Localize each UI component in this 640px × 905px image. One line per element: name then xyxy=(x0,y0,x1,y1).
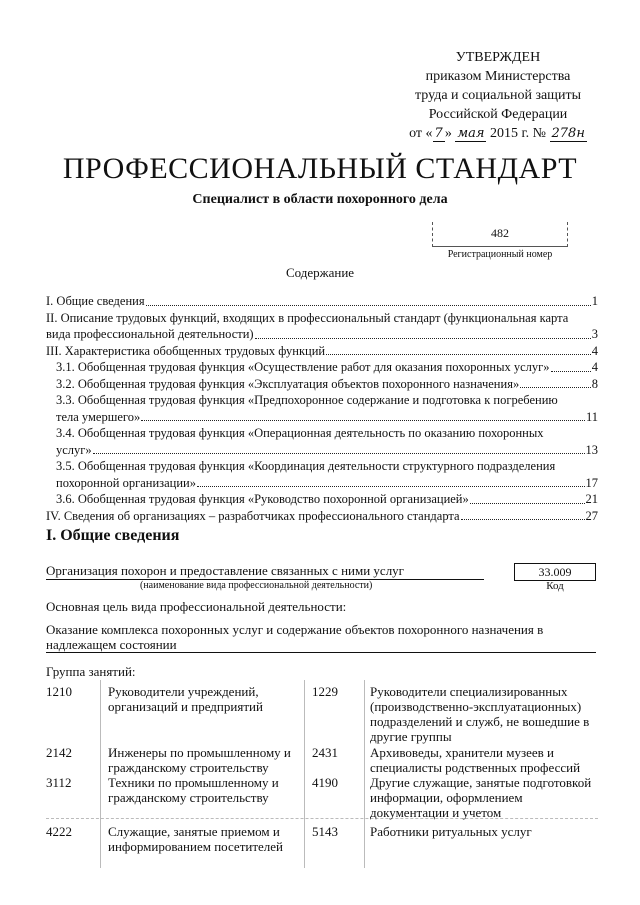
toc-item-text: IV. Сведения об организациях – разработчиках профессионального стандарта xyxy=(46,508,460,523)
date-day: 7 xyxy=(434,126,443,141)
toc-leader xyxy=(551,370,591,372)
toc-leader xyxy=(520,386,591,388)
toc-leader xyxy=(255,337,591,339)
occupation-name: Инженеры по промышленному и гражданскому строительству xyxy=(108,745,291,775)
toc-item-first-line: II. Описание трудовых функций, входящих в профессиональный стандарт (функциональная карта xyxy=(46,310,569,325)
toc-item-page: 4 xyxy=(591,343,598,358)
toc-item-page: 3 xyxy=(591,327,598,341)
toc-item-page: 27 xyxy=(585,508,598,523)
toc-item-text: похоронной организации» xyxy=(56,475,196,490)
occupation-code: 1210 xyxy=(46,684,72,699)
toc-item-text: III. Характеристика обобщенных трудовых функций xyxy=(46,343,326,358)
occupation-code: 2431 xyxy=(312,745,338,760)
toc-item-page: 8 xyxy=(591,376,598,391)
document-subtitle: Специалист в области похоронного дела xyxy=(192,192,448,207)
table-divider xyxy=(304,680,305,868)
toc-item-text: услуг» xyxy=(56,442,92,457)
occupation-name: Служащие, занятые приемом и информированием посетителей xyxy=(108,824,284,854)
toc-leader xyxy=(141,419,585,421)
toc-leader xyxy=(93,452,585,454)
toc-item-text: вида профессиональной деятельности) xyxy=(46,327,254,341)
toc-item-page: 21 xyxy=(585,492,598,506)
occupation-code: 4190 xyxy=(312,775,338,790)
goal-text: Оказание комплекса похоронных услуг и содержание объектов похоронного назначения в надлежащем состоянии xyxy=(46,622,596,653)
registration-number-label: Регистрационный номер xyxy=(447,249,553,260)
toc-item-page: 11 xyxy=(585,409,598,424)
approval-ministry: труда и социальной защиты xyxy=(415,88,581,103)
activity-name-note: (наименование вида профессиональной деятельности) xyxy=(140,580,373,591)
toc-item-text: 3.6. Обобщенная трудовая функция «Руководство похоронной организацией» xyxy=(56,492,469,506)
toc-item-page: 17 xyxy=(585,475,598,490)
toc-item-first-line: 3.5. Обобщенная трудовая функция «Координация деятельности структурного подразделения xyxy=(56,459,556,473)
toc-item[interactable] xyxy=(46,491,598,508)
toc-item-first-line: 3.3. Обобщенная трудовая функция «Предпохоронное содержание и подготовка к погребению xyxy=(56,393,558,407)
toc-item-first-line: 3.4. Обобщенная трудовая функция «Операционная деятельность по оказанию похоронных xyxy=(56,426,544,440)
section-heading: I. Общие сведения xyxy=(46,527,180,544)
date-prefix: от « xyxy=(409,126,433,141)
toc-leader xyxy=(146,304,591,306)
date-year: 2015 г. № xyxy=(489,126,546,141)
contents-title: Содержание xyxy=(285,265,355,280)
toc-item-page: 13 xyxy=(585,442,598,457)
occupation-code: 1229 xyxy=(312,684,338,699)
occupation-name: Техники по промышленному и гражданскому строительству xyxy=(108,775,279,805)
occupation-code: 2142 xyxy=(46,745,72,760)
registration-number-box: 482 xyxy=(432,222,568,247)
order-number: 278н xyxy=(551,126,585,141)
toc-leader xyxy=(326,353,591,355)
toc-item-page: 4 xyxy=(591,360,598,374)
date-month: мая xyxy=(457,126,485,141)
toc-item[interactable] xyxy=(46,326,598,343)
occupation-name: Другие служащие, занятые подготовкой информации, оформлением документации и учетом xyxy=(370,775,592,820)
toc-item[interactable] xyxy=(46,409,598,426)
toc-item[interactable] xyxy=(46,293,598,310)
toc-item[interactable] xyxy=(46,343,598,360)
occupation-code: 3112 xyxy=(46,775,72,790)
table-divider xyxy=(364,680,365,868)
toc-leader xyxy=(197,485,585,487)
toc-leader xyxy=(470,502,585,504)
approval-block xyxy=(388,48,608,143)
toc-item[interactable] xyxy=(46,442,598,459)
occupation-code: 5143 xyxy=(312,824,338,839)
toc-item-text: 3.2. Обобщенная трудовая функция «Эксплуатация объектов похоронного назначения» xyxy=(56,376,520,391)
activity-code-label: Код xyxy=(546,580,564,592)
toc-item[interactable] xyxy=(46,475,598,492)
table-of-contents xyxy=(46,293,598,524)
document-title: ПРОФЕССИОНАЛЬНЫЙ СТАНДАРТ xyxy=(62,152,578,185)
activity-name: Организация похорон и предоставление связанных с ними услуг xyxy=(46,563,484,580)
toc-leader xyxy=(461,518,585,520)
occupation-code: 4222 xyxy=(46,824,72,839)
occupation-name: Работники ритуальных услуг xyxy=(370,824,532,839)
approval-country: Российской Федерации xyxy=(428,107,568,122)
toc-item[interactable] xyxy=(46,359,598,376)
activity-code: 33.009 xyxy=(514,563,596,581)
toc-item-text: I. Общие сведения xyxy=(46,294,145,308)
toc-item-text: тела умершего» xyxy=(56,409,141,424)
toc-item[interactable] xyxy=(46,376,598,393)
approval-order: приказом Министерства xyxy=(425,69,571,84)
group-label: Группа занятий: xyxy=(46,664,136,679)
occupation-name: Архивоведы, хранители музеев и специалисты родственных профессий xyxy=(370,745,581,775)
table-divider xyxy=(100,680,101,868)
occupation-name: Руководители специализированных (производственно-эксплуатационных) подразделений и служб, не вошедшие в другие группы xyxy=(370,684,590,744)
approval-approved: УТВЕРЖДЕН xyxy=(455,50,541,65)
toc-item-page: 1 xyxy=(591,294,598,308)
goal-label: Основная цель вида профессиональной деятельности: xyxy=(46,599,347,614)
toc-item-text: 3.1. Обобщенная трудовая функция «Осуществление работ для оказания похоронных услуг» xyxy=(56,360,550,374)
approval-date-line xyxy=(388,124,608,143)
date-mid: » xyxy=(444,126,452,141)
occupation-name: Руководители учреждений, организаций и предприятий xyxy=(108,684,263,714)
toc-item[interactable] xyxy=(46,508,598,525)
